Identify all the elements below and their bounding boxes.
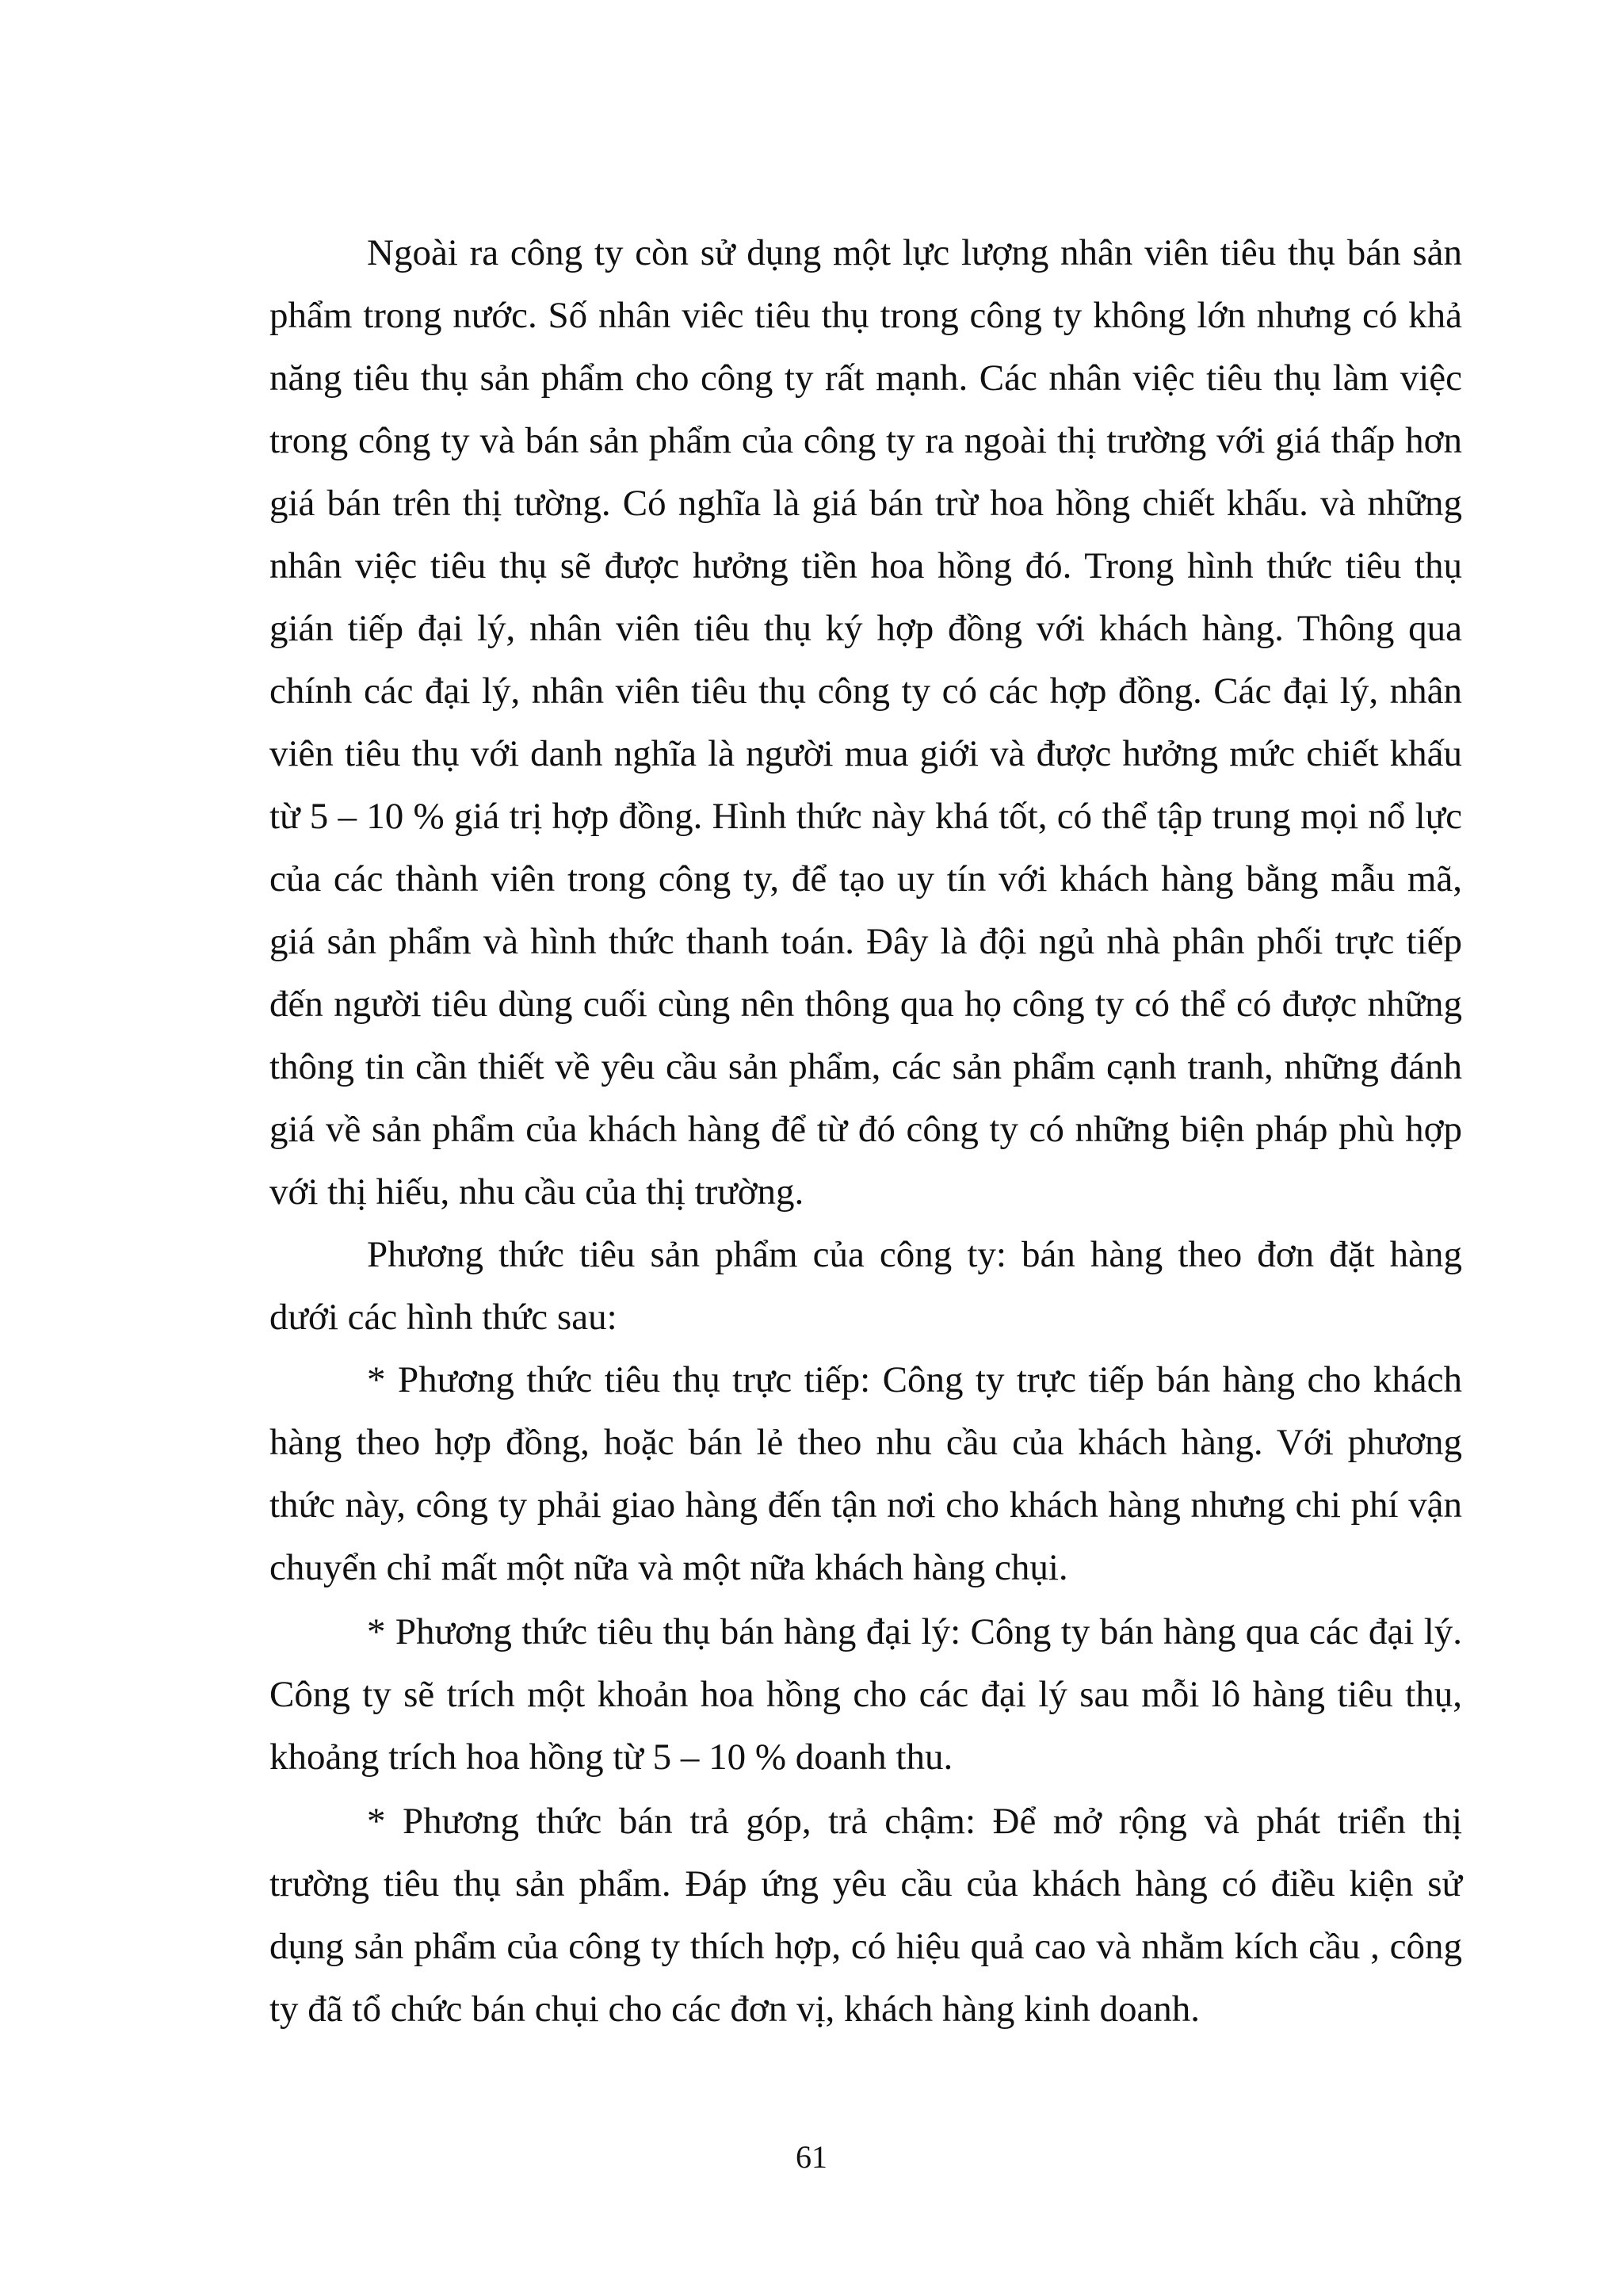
paragraph-sales-staff: Ngoài ra công ty còn sử dụng một lực lượng nhân viên tiêu thụ bán sản phẩm trong nước. Số nhân viêc tiêu thụ trong công ty không lớn nhưng có khả năng tiêu thụ sản phẩm cho công ty rất mạnh. Các nhân việc tiêu thụ làm việc trong công ty và bán sản phẩm của công ty ra ngoài thị trường với giá thấp hơn giá bán trên thị tường. Có nghĩa là giá bán trừ hoa hồng chiết khấu. và những nhân việc tiêu thụ sẽ được hưởng tiền hoa hồng đó. Trong hình thức tiêu thụ gián tiếp đại lý, nhân viên tiêu thụ ký hợp đồng với khách hàng. Thông qua chính các đại lý, nhân viên tiêu thụ công ty có các hợp đồng. Các đại lý, nhân viên tiêu thụ với danh nghĩa là người mua giới và được hưởng mức chiết khấu từ 5 – 10 % giá trị hợp đồng. Hình thức này khá tốt, có thể tập trung mọi nổ lực của các thành viên trong công ty, để tạo uy tín với khách hàng bằng mẫu mã, giá sản phẩm và hình thức thanh toán. Đây là đội ngủ nhà phân phối trực tiếp đến người tiêu dùng cuối cùng nên thông qua họ công ty có thể có được những thông tin cần thiết về yêu cầu sản phẩm, các sản phẩm cạnh tranh, những đánh giá về sản phẩm của khách hàng để từ đó công ty có những biện pháp phù hợp với thị hiếu, nhu cầu của thị trường. [269, 232, 1462, 1213]
paragraph-installment-sales: * Phương thức bán trả góp, trả chậm: Để mở rộng và phát triển thị trường tiêu thụ sản phẩm. Đáp ứng yêu cầu của khách hàng có điều kiện sử dụng sản phẩm của công ty thích hợp, có hiệu quả cao và nhằm kích cầu , công ty đã tổ chức bán chụi cho các đơn vị, khách hàng kinh doanh. [269, 1801, 1462, 2030]
page-number: 61 [796, 2139, 827, 2175]
paragraph-direct-sales: * Phương thức tiêu thụ trực tiếp: Công ty trực tiếp bán hàng cho khách hàng theo hợp đồng, hoặc bán lẻ theo nhu cầu của khách hàng. Với phương thức này, công ty phải giao hàng đến tận nơi cho khách hàng nhưng chi phí vận chuyển chỉ mất một nữa và một nữa khách hàng chụi. [269, 1359, 1462, 1588]
paragraph-agency-sales: * Phương thức tiêu thụ bán hàng đại lý: Công ty bán hàng qua các đại lý. Công ty sẽ trích một khoản hoa hồng cho các đại lý sau mỗi lô hàng tiêu thụ, khoảng trích hoa hồng từ 5 – 10 % doanh thu. [269, 1611, 1462, 1778]
paragraph-sales-methods-intro: Phương thức tiêu sản phẩm của công ty: bán hàng theo đơn đặt hàng dưới các hình thức sau: [269, 1234, 1462, 1338]
page-body [269, 222, 1462, 2041]
